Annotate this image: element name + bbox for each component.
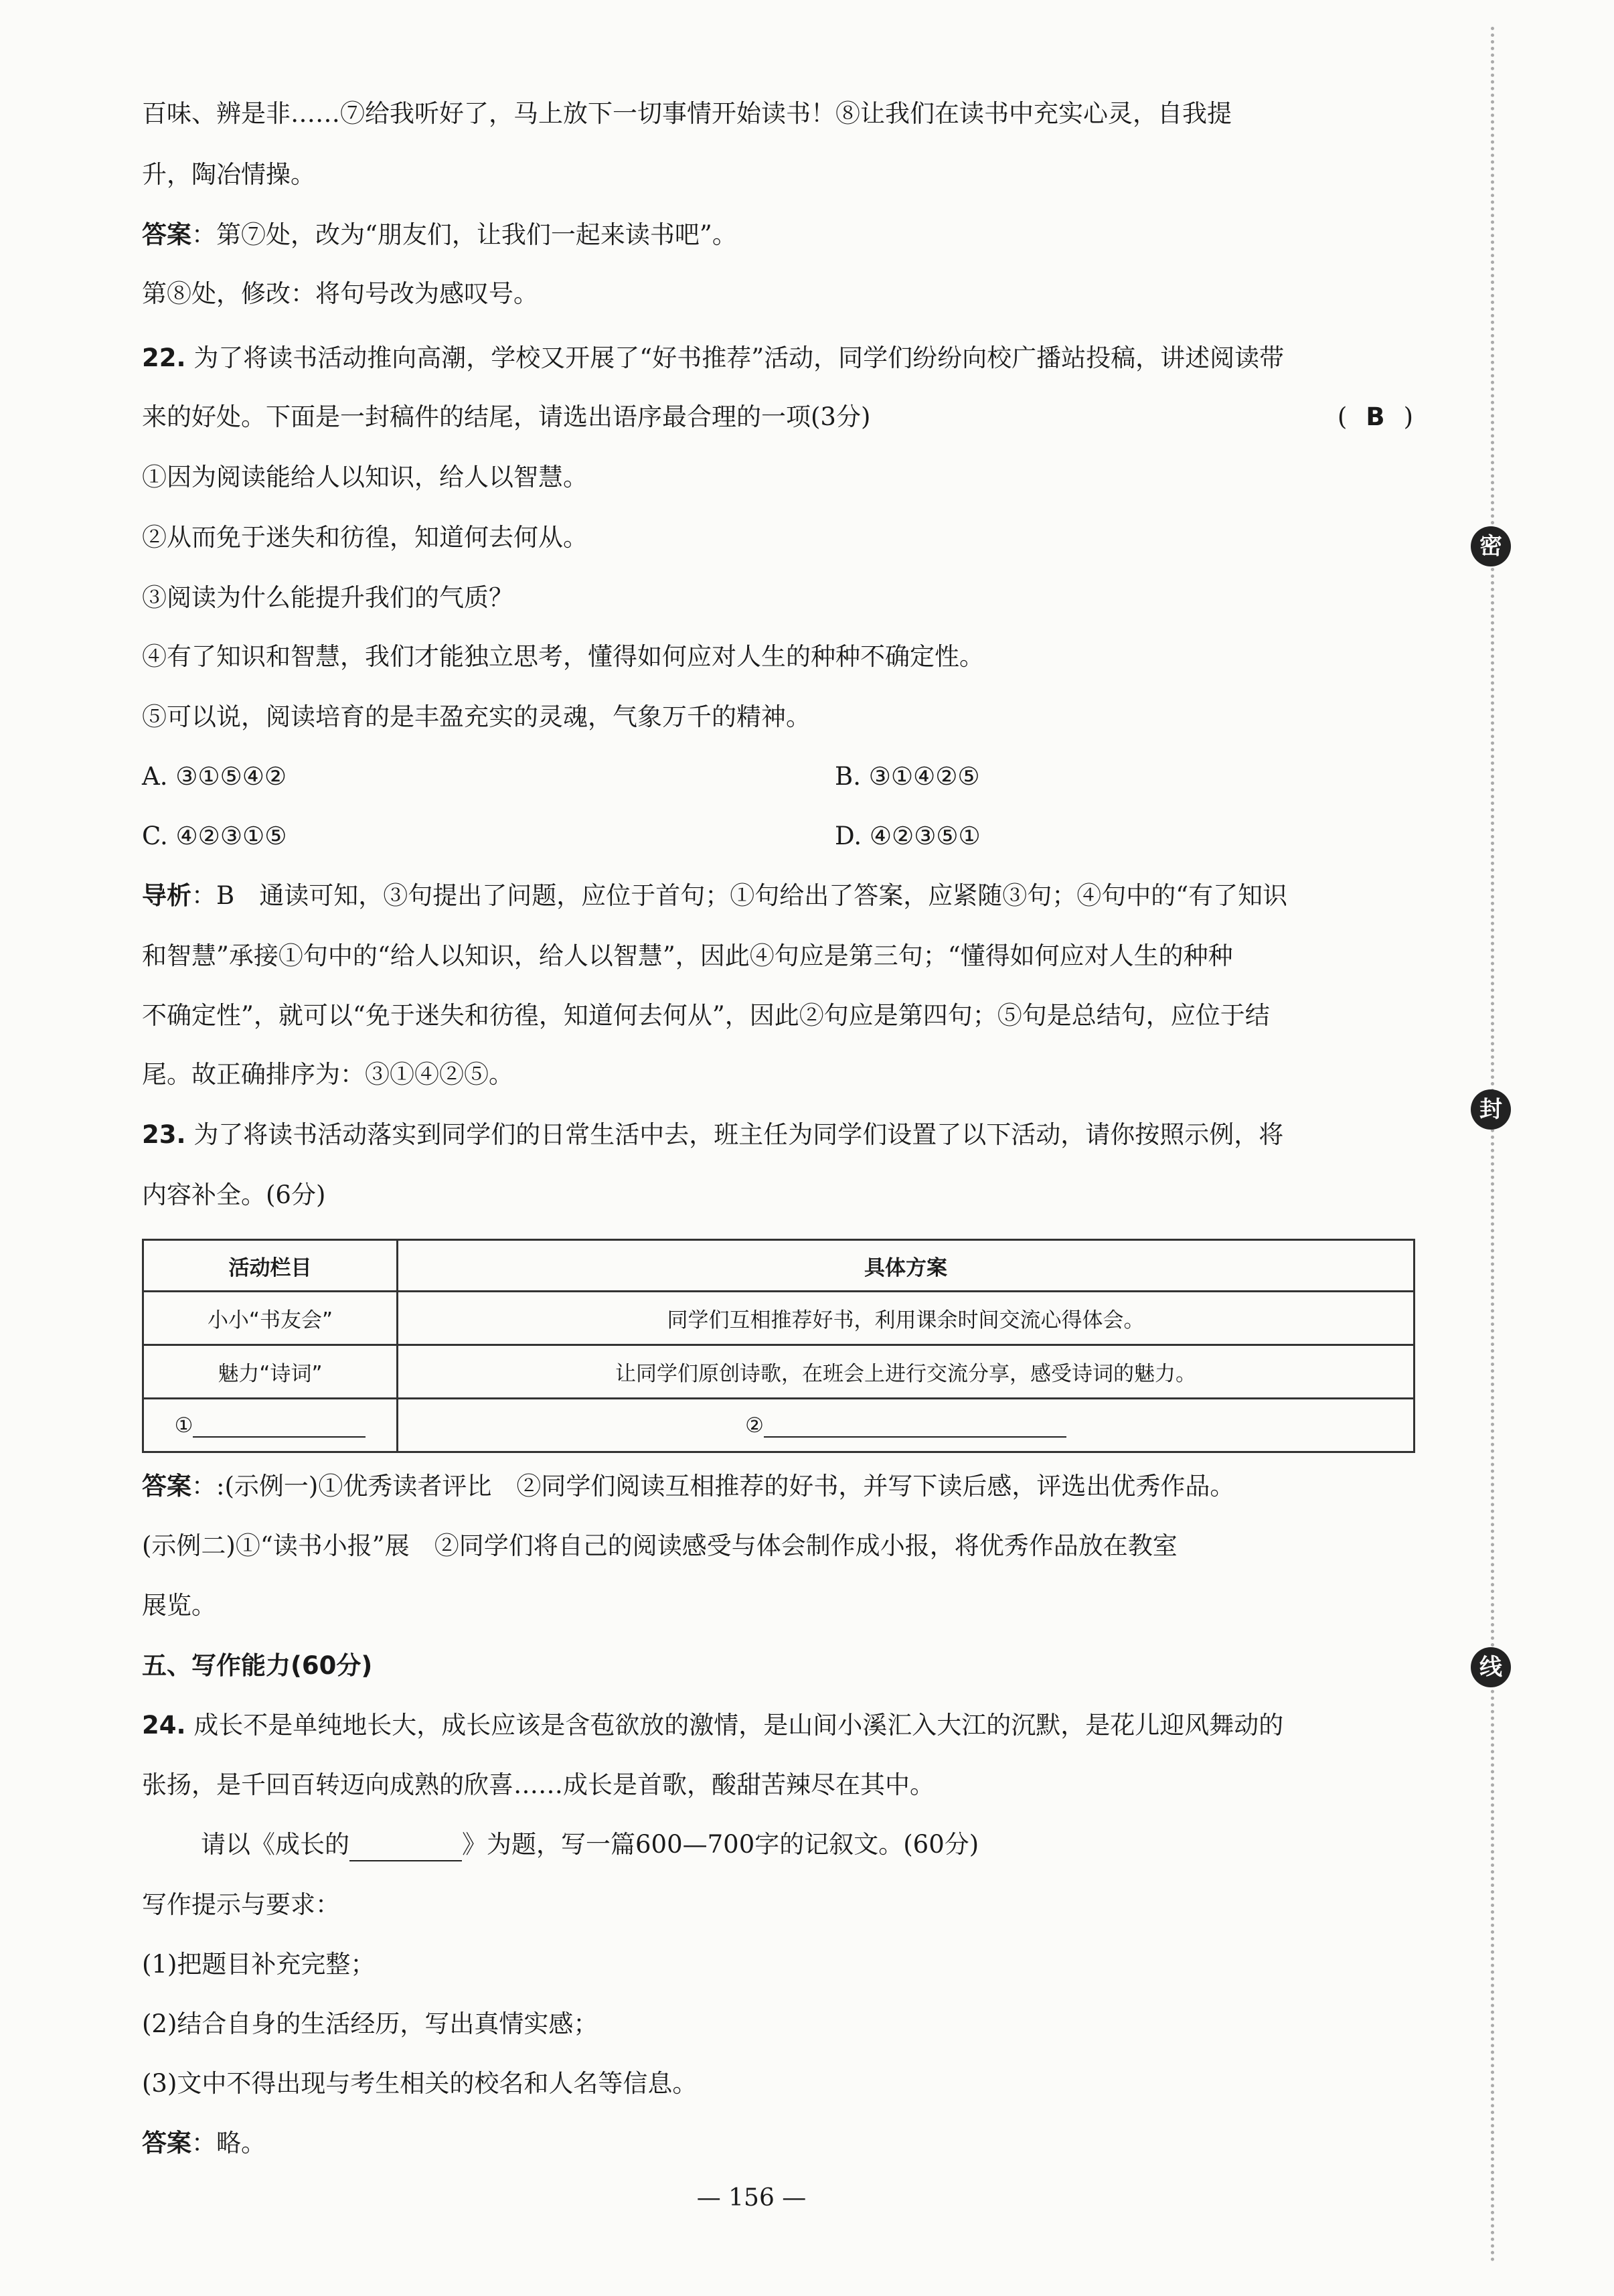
table-cell: 小小“书友会” [143, 1292, 398, 1345]
answer-23-cont: 展览。 [142, 1591, 216, 1620]
sentence-4: ④有了知识和智慧，我们才能独立思考，懂得如何应对人生的种种不确定性。 [142, 642, 984, 671]
fill-blank [764, 1413, 1066, 1438]
writing-tips: 写作提示与要求： [142, 1890, 340, 1919]
seal-mark: 线 [1471, 1647, 1511, 1687]
answer-23: 答案：:(示例一)①优秀读者评比 ②同学们阅读互相推荐的好书，并写下读后感，评选出优秀作品。 [142, 1472, 1235, 1501]
guide-line: 和智慧”承接①句中的“给人以知识，给人以智慧”，因此④句应是第三句；“懂得如何应对人生的种种 [142, 941, 1233, 970]
question-text: 为了将读书活动推向高潮，学校又开展了“好书推荐”活动，同学们纷纷向校广播站投稿，讲述阅读带 [193, 343, 1285, 372]
tip-1: (1)把题目补充完整； [142, 1950, 376, 1979]
answer-bracket: ( B ) [1337, 402, 1413, 431]
table-cell: 让同学们原创诗歌，在班会上进行交流分享，感受诗词的魅力。 [398, 1345, 1415, 1399]
tip-2: (2)结合自身的生活经历，写出真情实感； [142, 2009, 598, 2038]
seal-mark: 密 [1471, 526, 1511, 566]
answer-21-cont: 第⑧处，修改：将句号改为感叹号。 [142, 279, 538, 308]
table-header: 具体方案 [398, 1240, 1415, 1292]
table-header: 活动栏目 [143, 1240, 398, 1292]
option-c: C. ④②③①⑤ [142, 822, 287, 850]
activity-table [142, 1239, 1415, 1453]
answer-label: 答案 [142, 220, 191, 249]
answer-label: 答案 [142, 1472, 191, 1501]
blank-cell-2: ② [398, 1399, 1415, 1452]
answer-23-cont: (示例二)①“读书小报”展 ②同学们将自己的阅读感受与体会制作成小报，将优秀作品放在教室 [142, 1531, 1178, 1560]
question-24 [142, 1709, 1283, 1742]
question-23 [142, 1118, 1283, 1152]
answer-21 [142, 218, 737, 252]
question-text: 为了将读书活动落实到同学们的日常生活中去，班主任为同学们设置了以下活动，请你按照示例，将 [193, 1120, 1284, 1149]
seal-mark: 封 [1471, 1089, 1511, 1130]
text-line: 百味、辨是非……⑦给我听好了，马上放下一切事情开始读书！⑧让我们在读书中充实心灵，自我提 [142, 99, 1232, 128]
guide-line: 不确定性”，就可以“免于迷失和彷徨，知道何去何从”，因此②句应是第四句；⑤句是总结句，应位于结 [142, 1001, 1270, 1030]
sentence-5: ⑤可以说，阅读培育的是丰盈充实的灵魂，气象万千的精神。 [142, 702, 811, 731]
question-22 [142, 341, 1284, 375]
page-number: — 156 — [696, 2184, 807, 2212]
section-heading: 五、写作能力(60分) [142, 1651, 373, 1680]
fill-blank [193, 1413, 366, 1438]
question-text: 成长不是单纯地长大，成长应该是含苞欲放的激情，是山间小溪汇入大江的沉默，是花儿迎风舞动的 [193, 1711, 1284, 1740]
sentence-1: ①因为阅读能给人以知识，给人以智慧。 [142, 463, 588, 491]
answer-label: 答案 [142, 2129, 191, 2157]
title-blank [349, 1837, 462, 1861]
answer-text: ：第⑦处，改为“朋友们，让我们一起来读书吧”。 [191, 220, 737, 249]
tip-3: (3)文中不得出现与考生相关的校名和人名等信息。 [142, 2069, 698, 2098]
table-row [143, 1292, 1415, 1345]
question-23-cont: 内容补全。(6分) [142, 1180, 326, 1209]
sentence-3: ③阅读为什么能提升我们的气质？ [142, 583, 513, 612]
question-22-cont: 来的好处。下面是一封稿件的结尾，请选出语序最合理的一项(3分) [142, 402, 871, 431]
table-cell: 魅力“诗词” [143, 1345, 398, 1399]
answer-24: 答案：略。 [142, 2129, 266, 2157]
table-row [143, 1345, 1415, 1399]
sentence-2: ②从而免于迷失和彷徨，知道何去何从。 [142, 523, 588, 552]
option-d: D. ④②③⑤① [835, 822, 981, 850]
table-row [143, 1399, 1415, 1452]
question-number: 24. [142, 1711, 186, 1740]
guide-analysis: 导析：B 通读可知，③句提出了问题，应位于首句；①句给出了答案，应紧随③句；④句中的“有了知识 [142, 881, 1288, 910]
blank-cell-1: ① [143, 1399, 398, 1452]
question-number: 22. [142, 343, 186, 372]
answer-choice: B [1366, 402, 1385, 431]
guide-line: 尾。故正确排序为：③①④②⑤。 [142, 1060, 513, 1089]
option-a: A. ③①⑤④② [142, 762, 287, 791]
writing-prompt: 请以《成长的 》为题，写一篇600—700字的记叙文。(60分) [201, 1828, 979, 1861]
text-line: 升，陶冶情操。 [142, 160, 315, 189]
question-number: 23. [142, 1120, 186, 1149]
table-cell: 同学们互相推荐好书，利用课余时间交流心得体会。 [398, 1292, 1415, 1345]
guide-label: 导析 [142, 881, 191, 910]
question-24-cont: 张扬，是千回百转迈向成熟的欣喜……成长是首歌，酸甜苦辣尽在其中。 [142, 1770, 935, 1799]
option-b: B. ③①④②⑤ [835, 762, 980, 791]
binding-dotted-line [1491, 27, 1494, 2263]
